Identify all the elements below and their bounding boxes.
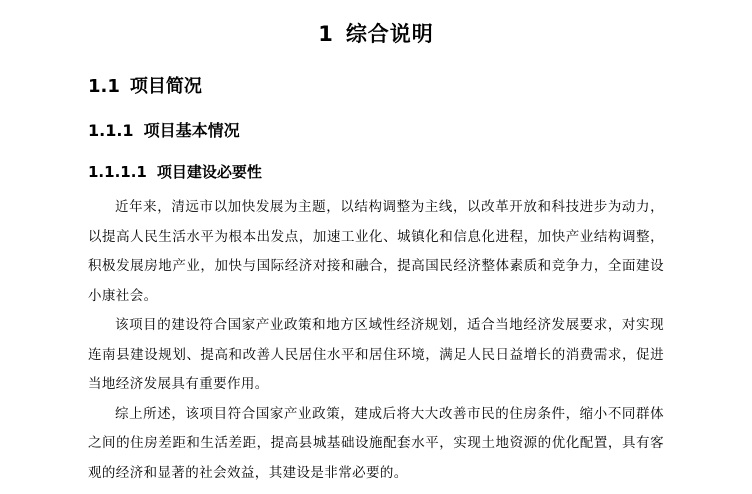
section-title: 项目简况	[129, 76, 202, 97]
body-text	[88, 193, 664, 488]
subsection-heading	[88, 118, 240, 141]
chapter-number: 1	[318, 22, 334, 46]
subsubsection-number: 1.1.1.1	[88, 163, 147, 181]
subsubsection-title: 项目建设必要性	[156, 163, 262, 181]
chapter-title: 综合说明	[345, 22, 434, 46]
chapter-heading	[0, 18, 752, 48]
section-number: 1.1	[88, 76, 120, 97]
paragraph-policy-compliance: 该项目的建设符合国家产业政策和地方区域性经济规划，适合当地经济发展要求，对实现连南县建设规划、提高和改善人民居住水平和居住环境，满足人民日益增长的消费需求，促进当地经济发展具有重要作用。	[88, 317, 664, 392]
subsubsection-heading	[88, 161, 262, 182]
section-heading	[88, 72, 202, 98]
paragraph-development-context: 近年来，清远市以加快发展为主题，以结构调整为主线，以改革开放和科技进步为动力，以提高人民生活水平为根本出发点，加速工业化、城镇化和信息化进程，加快产业结构调整，积极发展房地产业，加快与国际经济对接和融合，提高国民经济整体素质和竞争力，全面建设小康社会。	[88, 199, 664, 304]
subsection-title: 项目基本情况	[143, 121, 240, 140]
paragraph-conclusion: 综上所述，该项目符合国家产业政策，建成后将大大改善市民的住房条件，缩小不同群体之间的住房差距和生活差距，提高县城基础设施配套水平，实现土地资源的优化配置，具有客观的经济和显著的社会效益，其建设是非常必要的。	[88, 405, 664, 481]
subsection-number: 1.1.1	[88, 121, 134, 140]
